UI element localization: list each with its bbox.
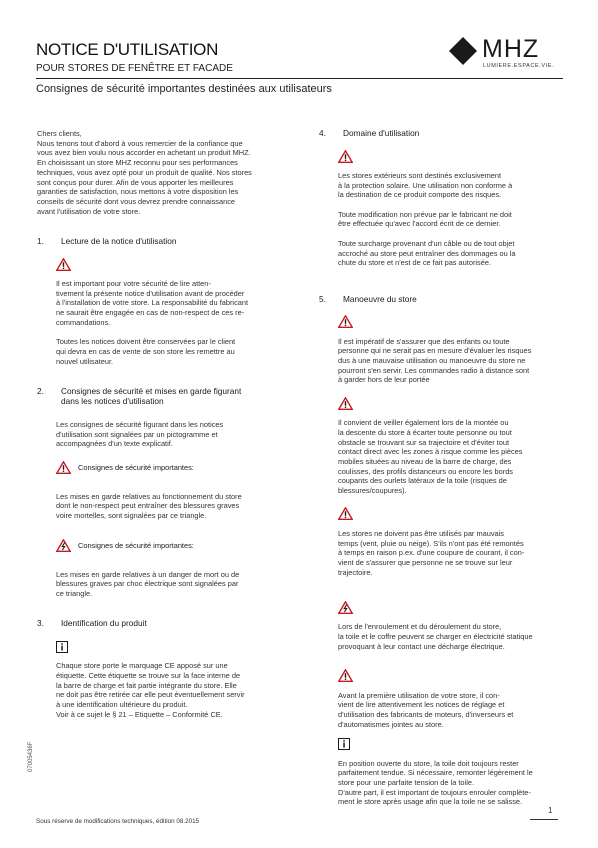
section-heading: Manoeuvre du store [343,293,417,304]
warning-triangle-icon [338,507,353,520]
section-4-paragraph-1: Les stores extérieurs sont destinés exclusivement à la protection solaire. Une utilisation non conforme à la destination de ce produit comporte des risques. [338,152,567,201]
warning-triangle-icon [56,461,71,474]
section-3-paragraph-1: Chaque store porte le marquage CE apposé sur une étiquette. Cette étiquette se trouve sur la face interne de la barre de charge et fait partie intégrante du store. Elle ne doit pas être retirée car elle peut éventuellement servir à une identification ultérieure du produit. Voir à ce sujet le § 21 – Etiquette – Conformité CE. [56,642,277,720]
section-5-paragraph-1: Il est impératif de s'assurer que des enfants ou toute personne qui ne serait pas en mesure d'évaluer les risques dus à une mauvaise utilisation ou manoeuvre du store ne pourront s'en servir. Les commandes radio à distance sont à garder hors de leur portée [338,317,567,385]
document-code: 07005436F [28,741,34,772]
diamond-logo-icon [448,36,478,66]
section-4-paragraph-2: Toute modification non prévue par le fabricant ne doit être effectuée qu'avec l'accord écrit de ce dernier. [338,209,512,229]
document-heading: Consignes de sécurité importantes destinées aux utilisateurs [36,83,332,95]
intro-paragraph: Chers clients, Nous tenons tout d'abord à vous remercier de la confiance que vous avez bien voulu nous accorder en achetant un produit MHZ. En choisissant un store MHZ reconnu pour ses performances techniques, vous avez opté pour un produit de qualité. Nos stores sont conçus pour durer. Afin de vous apporter les meilleures garanties de satisfaction, nous mettons à votre disposition les conseils de sécurité dont vous devrez prendre connaissance avant l'utilisation de votre store. [37,129,252,216]
warning-triangle-icon [338,315,353,328]
info-icon [338,738,350,750]
section-2-paragraph-1: Les consignes de sécurité figurant dans les notices d'utilisation sont signalées par un pictogramme et accompagnées d'un texte explicatif. [56,419,224,449]
logo-tagline: LUMIERE.ESPACE.VIE. [483,63,555,69]
section-5-paragraph-6: En position ouverte du store, la toile doit toujours rester parfaitement tendue. Si nécessaire, remonter légèrement le store pour une parfaite tension de la toile. D'autre part, il est important de toujours enrouler complète- ment le store après usage afin que la toile ne se salisse. [338,739,567,807]
electric-hazard-icon [338,601,353,614]
section-number: 1. [37,236,44,247]
section-2-paragraph-2: Les mises en garde relatives au fonctionnement du store dont le non-respect peut entraîner des blessures graves voire mortelles, sont signalées par ce triangle. [56,491,242,521]
section-heading: Lecture de la notice d'utilisation [61,236,177,247]
info-icon [56,641,68,653]
section-4-paragraph-3: Toute surcharge provenant d'un câble ou de tout objet accroché au store peut entraîner des dommages ou la chute du store et n'est de ce fait pas autorisée. [338,238,516,268]
section-number: 2. [37,385,44,396]
section-5-title [319,294,567,305]
electric-hazard-icon [56,539,71,552]
section-5-paragraph-3: Les stores ne doivent pas être utilisés par mauvais temps (vent, pluie ou neige). S'ils n'ont pas été remontés à temps en raison p.ex. d'une coupure de courant, il con- vient de s'assurer que personne ne se trouve sur leur trajectoire. [338,509,567,577]
warning-triangle-icon [338,150,353,163]
section-5-paragraph-5: Avant la première utilisation de votre store, il con- vient de lire attentivement les notices de réglage et d'utilisation des fabricants de moteurs, d'inverseurs et d'automatismes jointes au store. [338,671,567,729]
right-column [319,128,567,817]
section-number: 4. [319,128,326,138]
page-number-rule [530,819,558,820]
section-5-paragraph-2: Il convient de veiller également lors de la montée ou la descente du store à écarter toute personne ou tout obstacle se trouvant sur sa trajectoire et d'éviter tout contact direct avec les zones à risque comme les pièces mobiles situées au niveau de la barre de charge, des coulisses, des profils distanceurs ou encore les bords coupants des ourlets latéraux de la toile (risques de blessures/coupures). [338,399,567,496]
warning-triangle-icon [338,669,353,682]
page-subtitle: POUR STORES DE FENÊTRE ET FACADE [36,63,233,74]
section-heading: Domaine d'utilisation [343,128,420,138]
safety-label-warning: Consignes de sécurité importantes: [56,463,277,477]
section-4-title [319,128,567,139]
title-divider [36,78,563,79]
section-2-paragraph-3: Les mises en garde relatives à un danger de mort ou de blessures graves par choc électrique sont signalées par ce triangle. [56,569,240,598]
page-title: NOTICE D'UTILISATION [36,40,219,59]
section-1-paragraph-2: Toutes les notices doivent être conservées par le client qui devra en cas de vente de son store les remettre au nouvel utilisateur. [56,337,236,366]
footer-note: Sous réserve de modifications techniques, édition 08.2015 [36,818,200,825]
page-number: 1 [548,806,553,815]
mhz-logo [448,30,568,74]
section-number: 5. [319,293,326,304]
section-heading: Consignes de sécurité et mises en garde figurant dans les notices d'utilisation [61,385,242,407]
section-1-title [37,236,277,247]
left-column [37,129,277,729]
section-heading: Identification du produit [61,618,147,629]
section-number: 3. [37,618,44,629]
section-5-paragraph-4: Lors de l'enroulement et du déroulement du store, la toile et le coffre peuvent se charger en électricité statique provoquant à leur contact une décharge électrique. [338,603,567,652]
warning-triangle-icon [338,397,353,410]
warning-triangle-icon [56,258,71,271]
safety-label-electric: Consignes de sécurité importantes: [56,541,277,555]
section-1-paragraph-1: Il est important pour votre sécurité de lire atten- tivement la présente notice d'utilisation avant de procéder à l'installation de votre store. La responsabilité du fabricant ne saurait être engagée en cas de non-respect de ces re- commandations. [56,260,277,328]
section-3-title [37,618,277,629]
logo-wordmark: MHZ [482,35,540,63]
section-2-title [37,386,277,407]
